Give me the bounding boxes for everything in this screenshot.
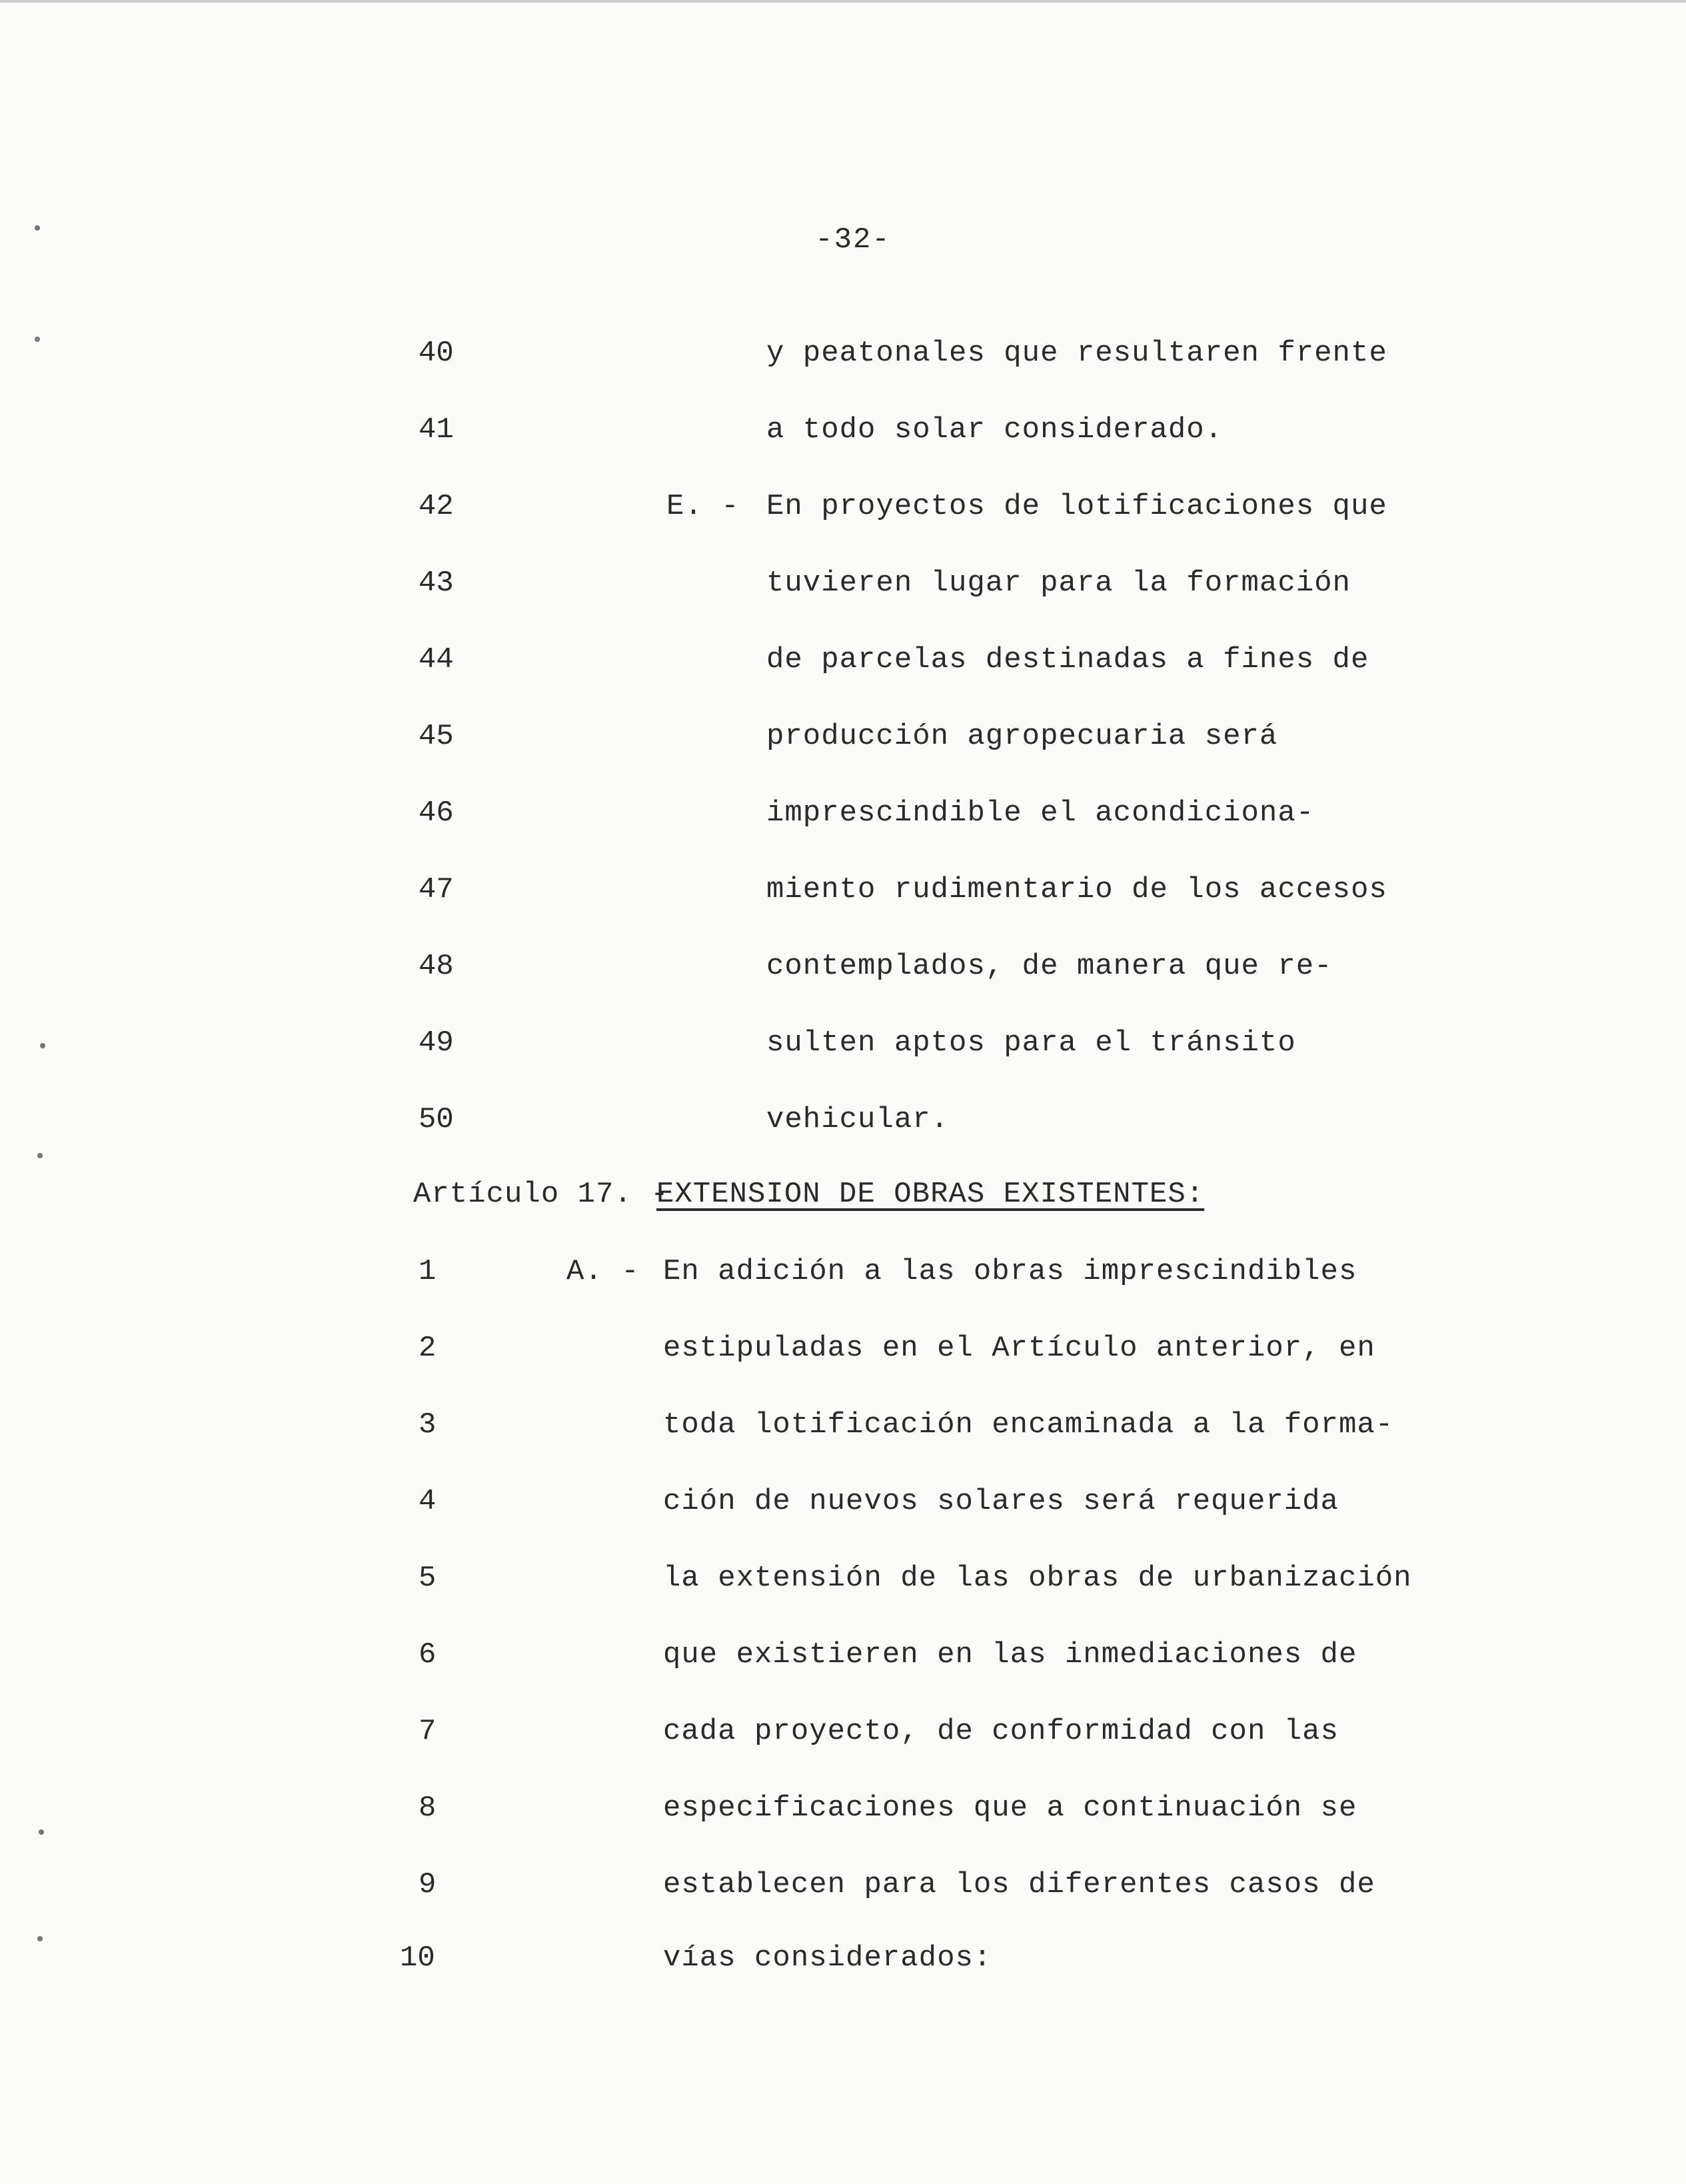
binder-hole-mark [39,1829,44,1835]
line-text: y peatonales que resultaren frente [766,337,1387,370]
line-number: 1 [419,1255,436,1288]
line-text: establecen para los diferentes casos de [663,1868,1375,1901]
line-text: ción de nuevos solares será requerida [663,1485,1339,1518]
line-text: a todo solar considerado. [766,413,1224,447]
line-number: 49 [419,1026,454,1060]
line-number: 46 [419,796,454,830]
line-number: 6 [419,1638,436,1671]
line-number: 3 [419,1408,436,1442]
line-text: En adición a las obras imprescindibles [663,1255,1357,1288]
line-text: especificaciones que a continuación se [663,1791,1357,1825]
line-number: 5 [419,1562,436,1595]
line-number: 43 [419,566,454,600]
line-number: 40 [419,337,454,370]
line-number: 4 [419,1485,436,1518]
line-text: de parcelas destinadas a fines de [766,643,1369,676]
article-label: Artículo 17. - [413,1178,669,1211]
article-title: EXTENSION DE OBRAS EXISTENTES: [656,1178,1205,1211]
line-text: vías considerados: [663,1941,992,1975]
line-text: que existieren en las inmediaciones de [663,1638,1357,1671]
line-text: la extensión de las obras de urbanización [663,1562,1412,1595]
binder-hole-mark [35,337,40,342]
line-text: cada proyecto, de conformidad con las [663,1715,1339,1748]
line-number: 48 [419,950,454,983]
line-number: 9 [419,1868,436,1901]
scan-edge [0,0,1686,3]
line-number: 45 [419,720,454,753]
line-text: toda lotificación encaminada a la forma- [663,1408,1394,1442]
binder-hole-mark [40,1043,45,1048]
line-number: 44 [419,643,454,676]
binder-hole-mark [37,1153,43,1158]
binder-hole-mark [35,225,40,231]
section-label: E. - [666,490,740,523]
line-text: sulten aptos para el tránsito [766,1026,1296,1060]
binder-hole-mark [37,1936,43,1941]
line-number: 47 [419,873,454,906]
line-text: imprescindible el acondiciona- [766,796,1315,830]
line-text: miento rudimentario de los accesos [766,873,1387,906]
line-number: 10 [400,1941,435,1975]
line-number: 8 [419,1791,436,1825]
line-text: contemplados, de manera que re- [766,950,1333,983]
line-text: vehicular. [766,1103,950,1136]
section-label: A. - [566,1255,640,1288]
line-text: producción agropecuaria será [766,720,1278,753]
line-number: 41 [419,413,454,447]
line-text: estipuladas en el Artículo anterior, en [663,1332,1375,1365]
line-number: 7 [419,1715,436,1748]
page-number: -32- [815,223,891,257]
line-number: 42 [419,490,454,523]
line-text: En proyectos de lotificaciones que [766,490,1387,523]
line-number: 50 [419,1103,454,1136]
line-number: 2 [419,1332,436,1365]
line-text: tuvieren lugar para la formación [766,566,1351,600]
